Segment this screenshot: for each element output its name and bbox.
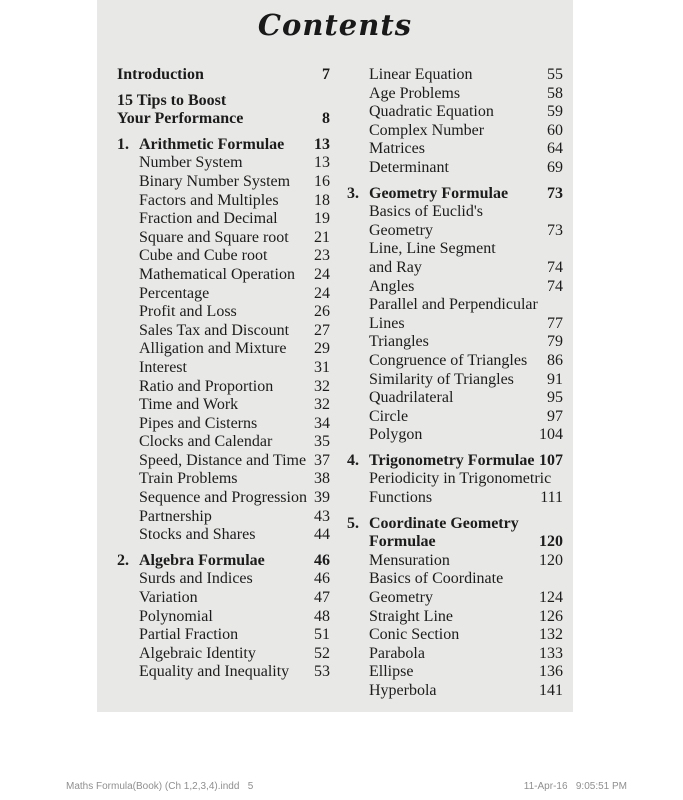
entry-label-line: Algebraic Identity xyxy=(139,644,256,662)
footer-timestamp: 11-Apr-16 9:05:51 PM xyxy=(523,781,627,792)
entry-label-line: Functions xyxy=(369,489,433,507)
toc-section-entry xyxy=(117,552,330,571)
entry-label xyxy=(139,396,330,415)
entry-label-line: Age Problems xyxy=(369,84,461,102)
entry-page-number: 73 xyxy=(543,222,563,241)
entry-page-number: 24 xyxy=(310,266,330,285)
entry-page-number: 141 xyxy=(535,682,563,701)
entry-page-number: 27 xyxy=(310,322,330,341)
entry-page-number: 64 xyxy=(543,140,563,159)
toc-entry xyxy=(347,240,563,277)
entry-page-number: 69 xyxy=(543,159,563,178)
entry-label-line: 15 Tips to Boost xyxy=(117,91,227,109)
entry-page-number: 52 xyxy=(310,645,330,664)
toc-entry xyxy=(347,352,563,371)
entry-page-number: 126 xyxy=(535,608,563,627)
entry-label xyxy=(369,470,563,507)
toc-entry xyxy=(347,626,563,645)
entry-label-line: Formulae xyxy=(369,533,436,551)
toc-entry xyxy=(117,608,330,627)
toc-entry xyxy=(117,229,330,248)
toc-entry xyxy=(117,452,330,471)
entry-label-line: Lines xyxy=(369,314,405,332)
entry-label-line: Alligation and Mixture xyxy=(139,340,287,358)
toc-entry xyxy=(117,266,330,285)
entry-label xyxy=(369,426,563,445)
entry-label xyxy=(369,389,563,408)
entry-label-line: Fraction and Decimal xyxy=(139,210,278,228)
toc-section-entry xyxy=(347,452,563,471)
entry-label xyxy=(139,322,330,341)
entry-label xyxy=(139,247,330,266)
entry-label xyxy=(369,645,563,664)
toc-entry xyxy=(347,645,563,664)
entry-page-number: 38 xyxy=(310,470,330,489)
toc-entry xyxy=(347,371,563,390)
toc-entry xyxy=(117,359,330,378)
entry-label-line: Percentage xyxy=(139,284,210,302)
entry-label-line: Geometry Formulae xyxy=(369,184,509,202)
entry-label xyxy=(369,159,563,178)
entry-label-line: Sequence and Progression xyxy=(139,489,307,507)
toc-section-entry xyxy=(347,185,563,204)
entry-page-number: 59 xyxy=(543,103,563,122)
entry-page-number: 46 xyxy=(310,552,330,571)
entry-page-number: 133 xyxy=(535,645,563,664)
toc-entry xyxy=(347,122,563,141)
entry-label xyxy=(369,140,563,159)
entry-page-number: 8 xyxy=(318,110,330,129)
toc-section-entry xyxy=(117,136,330,155)
entry-label-line: Polynomial xyxy=(139,607,213,625)
entry-label-line: Periodicity in Trigonometric xyxy=(369,470,552,488)
entry-page-number: 19 xyxy=(310,210,330,229)
entry-label xyxy=(369,296,563,333)
entry-label-line: Partial Fraction xyxy=(139,626,239,644)
entry-label-line: Geometry xyxy=(369,589,433,607)
entry-page-number: 132 xyxy=(535,626,563,645)
toc-section-entry xyxy=(117,66,330,85)
entry-page-number: 35 xyxy=(310,433,330,452)
toc-entry xyxy=(117,526,330,545)
entry-label xyxy=(139,552,330,571)
entry-label-line: Algebra Formulae xyxy=(139,551,265,569)
entry-page-number: 74 xyxy=(543,259,563,278)
page-title: Contents xyxy=(257,8,413,42)
entry-label xyxy=(139,154,330,173)
toc-entry xyxy=(347,296,563,333)
entry-label-line: Circle xyxy=(369,407,409,425)
entry-label xyxy=(139,470,330,489)
entry-page-number: 13 xyxy=(310,136,330,155)
toc-entry xyxy=(117,645,330,664)
toc-entry xyxy=(347,85,563,104)
entry-label xyxy=(369,371,563,390)
entry-label xyxy=(139,359,330,378)
entry-label-line: Profit and Loss xyxy=(139,303,237,321)
toc-entry xyxy=(347,66,563,85)
entry-page-number: 107 xyxy=(535,452,563,471)
entry-label-line: Complex Number xyxy=(369,121,485,139)
toc-entry xyxy=(117,154,330,173)
entry-label-line: Surds and Indices xyxy=(139,570,253,588)
entry-page-number: 111 xyxy=(536,489,563,508)
entry-label-line: Train Problems xyxy=(139,470,238,488)
entry-page-number: 48 xyxy=(310,608,330,627)
entry-label-line: Number System xyxy=(139,154,243,172)
toc-entry xyxy=(117,589,330,608)
entry-label-line: Equality and Inequality xyxy=(139,663,290,681)
entry-label xyxy=(139,210,330,229)
entry-label xyxy=(369,185,563,204)
entry-label-line: Mathematical Operation xyxy=(139,265,295,283)
entry-label xyxy=(369,103,563,122)
entry-label xyxy=(369,408,563,427)
entry-page-number: 73 xyxy=(543,185,563,204)
entry-label-line: Binary Number System xyxy=(139,172,291,190)
toc-entry xyxy=(117,663,330,682)
entry-label-line: Pipes and Cisterns xyxy=(139,414,258,432)
toc-entry xyxy=(347,159,563,178)
toc-section-entry xyxy=(117,92,330,129)
entry-page-number: 24 xyxy=(310,285,330,304)
entry-page-number: 37 xyxy=(310,452,330,471)
entry-label xyxy=(139,340,330,359)
entry-page-number: 44 xyxy=(310,526,330,545)
entry-label-line: Basics of Coordinate xyxy=(369,570,504,588)
entry-page-number: 79 xyxy=(543,333,563,352)
toc-entry xyxy=(117,396,330,415)
toc-entry xyxy=(117,247,330,266)
toc-entry xyxy=(117,285,330,304)
toc-entry xyxy=(117,322,330,341)
entry-label xyxy=(369,240,563,277)
entry-label-line: Introduction xyxy=(117,66,204,83)
entry-label-line: Straight Line xyxy=(369,607,453,625)
entry-label-line: Time and Work xyxy=(139,396,239,414)
entry-label xyxy=(139,608,330,627)
entry-label-line: Polygon xyxy=(369,426,423,444)
entry-label-line: Triangles xyxy=(369,333,429,351)
entry-label-line: Matrices xyxy=(369,140,425,158)
entry-label xyxy=(139,433,330,452)
entry-label xyxy=(139,589,330,608)
entry-label-line: Similarity of Triangles xyxy=(369,370,514,388)
toc-entry xyxy=(117,210,330,229)
entry-label xyxy=(139,229,330,248)
entry-page-number: 39 xyxy=(310,489,330,508)
toc-entry xyxy=(117,433,330,452)
entry-label-line: Mensuration xyxy=(369,551,450,569)
entry-label-line: Arithmetic Formulae xyxy=(139,135,285,153)
entry-page-number: 91 xyxy=(543,371,563,390)
entry-label xyxy=(139,192,330,211)
toc-section-entry xyxy=(347,515,563,552)
entry-label xyxy=(369,203,563,240)
toc-left-column xyxy=(117,66,330,682)
entry-label-line: and Ray xyxy=(369,258,422,276)
entry-label xyxy=(139,378,330,397)
entry-label xyxy=(369,663,563,682)
entry-label-line: Your Performance xyxy=(117,110,244,128)
entry-label xyxy=(139,508,330,527)
entry-number: 3. xyxy=(347,184,359,202)
entry-page-number: 74 xyxy=(543,278,563,297)
entry-label-line: Parabola xyxy=(369,644,425,662)
entry-label xyxy=(369,570,563,607)
entry-label xyxy=(139,489,330,508)
entry-number: 4. xyxy=(347,451,359,469)
entry-page-number: 34 xyxy=(310,415,330,434)
entry-label xyxy=(139,526,330,545)
entry-page-number: 86 xyxy=(543,352,563,371)
toc-entry xyxy=(347,608,563,627)
toc-entry xyxy=(347,552,563,571)
entry-label-line: Speed, Distance and Time xyxy=(139,451,307,469)
entry-label xyxy=(369,515,563,552)
entry-label xyxy=(139,452,330,471)
entry-number: 1. xyxy=(117,135,129,153)
entry-number: 5. xyxy=(347,514,359,532)
entry-page-number: 43 xyxy=(310,508,330,527)
entry-label-line: Partnership xyxy=(139,507,212,525)
entry-label-line: Factors and Multiples xyxy=(139,191,279,209)
toc-entry xyxy=(347,333,563,352)
entry-label xyxy=(369,626,563,645)
toc-entry xyxy=(347,203,563,240)
entry-label-line: Quadratic Equation xyxy=(369,103,494,121)
toc-entry xyxy=(347,663,563,682)
entry-label xyxy=(369,333,563,352)
entry-label-line: Coordinate Geometry xyxy=(369,514,519,532)
entry-page-number: 21 xyxy=(310,229,330,248)
entry-label xyxy=(369,352,563,371)
entry-label-line: Determinant xyxy=(369,158,449,176)
toc-entry xyxy=(117,192,330,211)
entry-label-line: Quadrilateral xyxy=(369,389,454,407)
entry-page-number: 46 xyxy=(310,570,330,589)
toc-entry xyxy=(347,140,563,159)
entry-label-line: Interest xyxy=(139,358,187,376)
entry-label xyxy=(117,92,330,129)
entry-label xyxy=(369,452,563,471)
entry-label-line: Ellipse xyxy=(369,663,414,681)
entry-label xyxy=(139,663,330,682)
toc-entry xyxy=(347,682,563,701)
toc-entry xyxy=(117,173,330,192)
toc-entry xyxy=(117,508,330,527)
entry-page-number: 124 xyxy=(535,589,563,608)
entry-page-number: 120 xyxy=(535,552,563,571)
toc-entry xyxy=(347,570,563,607)
entry-label xyxy=(139,645,330,664)
toc-right-column xyxy=(347,66,563,701)
entry-label-line: Square and Square root xyxy=(139,228,289,246)
entry-label xyxy=(369,608,563,627)
entry-label xyxy=(117,66,330,85)
entry-label xyxy=(369,552,563,571)
entry-label xyxy=(139,570,330,589)
footer-filename: Maths Formula(Book) (Ch 1,2,3,4).indd 5 xyxy=(66,781,254,792)
toc-entry xyxy=(117,415,330,434)
entry-page-number: 32 xyxy=(310,378,330,397)
entry-label-line: Parallel and Perpendicular xyxy=(369,296,538,314)
toc-entry xyxy=(347,389,563,408)
toc-entry xyxy=(347,278,563,297)
entry-page-number: 23 xyxy=(310,247,330,266)
entry-label-line: Trigonometry Formulae xyxy=(369,451,535,469)
entry-label xyxy=(139,415,330,434)
toc-entry xyxy=(117,570,330,589)
entry-page-number: 18 xyxy=(310,192,330,211)
entry-page-number: 51 xyxy=(310,626,330,645)
entry-label xyxy=(369,278,563,297)
entry-label xyxy=(369,85,563,104)
entry-label-line: Hyperbola xyxy=(369,682,437,699)
entry-label-line: Cube and Cube root xyxy=(139,247,268,265)
toc-entry xyxy=(117,378,330,397)
entry-page-number: 58 xyxy=(543,85,563,104)
book-page xyxy=(97,0,573,712)
entry-label-line: Basics of Euclid's xyxy=(369,203,483,221)
entry-page-number: 26 xyxy=(310,303,330,322)
entry-page-number: 95 xyxy=(543,389,563,408)
entry-label xyxy=(369,682,563,701)
entry-label-line: Geometry xyxy=(369,221,433,239)
toc-entry xyxy=(117,489,330,508)
toc-entry xyxy=(347,426,563,445)
entry-page-number: 77 xyxy=(543,315,563,334)
entry-page-number: 53 xyxy=(310,663,330,682)
toc-entry xyxy=(117,470,330,489)
entry-page-number: 60 xyxy=(543,122,563,141)
entry-label xyxy=(139,136,330,155)
entry-label-line: Clocks and Calendar xyxy=(139,433,273,451)
entry-page-number: 31 xyxy=(310,359,330,378)
entry-label xyxy=(139,285,330,304)
entry-label-line: Variation xyxy=(139,589,198,607)
entry-label-line: Angles xyxy=(369,277,415,295)
toc-entry xyxy=(117,340,330,359)
entry-page-number: 55 xyxy=(543,66,563,85)
entry-label-line: Ratio and Proportion xyxy=(139,377,274,395)
entry-page-number: 136 xyxy=(535,663,563,682)
entry-label-line: Congruence of Triangles xyxy=(369,351,528,369)
entry-label-line: Line, Line Segment xyxy=(369,240,496,258)
entry-label-line: Sales Tax and Discount xyxy=(139,321,290,339)
entry-page-number: 29 xyxy=(310,340,330,359)
entry-label xyxy=(139,303,330,322)
entry-page-number: 97 xyxy=(543,408,563,427)
entry-label xyxy=(139,266,330,285)
entry-label xyxy=(139,173,330,192)
entry-label-line: Linear Equation xyxy=(369,66,473,83)
entry-page-number: 13 xyxy=(310,154,330,173)
entry-number: 2. xyxy=(117,551,129,569)
entry-label xyxy=(139,626,330,645)
entry-label xyxy=(369,66,563,85)
entry-label-line: Conic Section xyxy=(369,626,460,644)
entry-page-number: 120 xyxy=(535,533,563,552)
entry-page-number: 104 xyxy=(535,426,563,445)
entry-label-line: Stocks and Shares xyxy=(139,526,256,544)
toc-entry xyxy=(117,626,330,645)
entry-label xyxy=(369,122,563,141)
entry-page-number: 7 xyxy=(318,66,330,85)
toc-entry xyxy=(347,470,563,507)
entry-page-number: 47 xyxy=(310,589,330,608)
toc-entry xyxy=(117,303,330,322)
entry-page-number: 32 xyxy=(310,396,330,415)
entry-page-number: 16 xyxy=(310,173,330,192)
toc-entry xyxy=(347,103,563,122)
toc-entry xyxy=(347,408,563,427)
